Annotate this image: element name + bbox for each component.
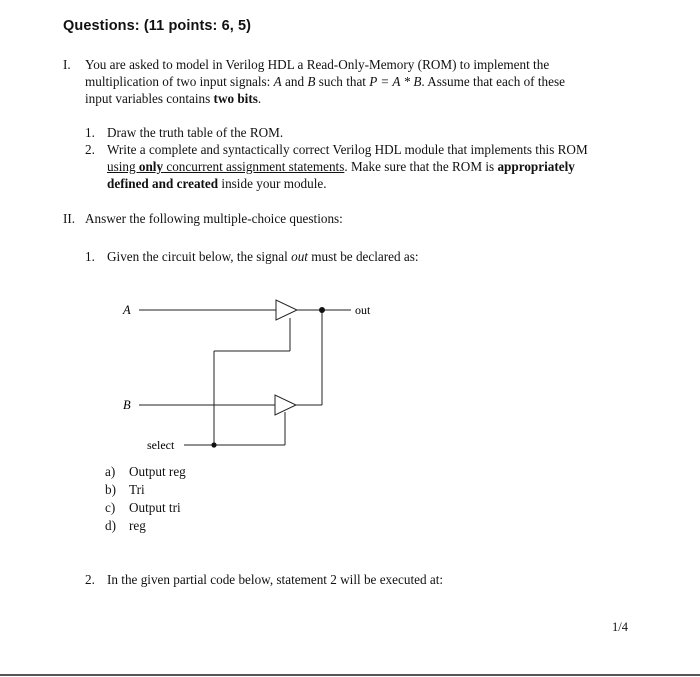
top-buffer-icon (276, 300, 297, 320)
subitem-2-line-3: defined and created inside your module. (107, 176, 327, 191)
question-2-text: Answer the following multiple-choice questions: (85, 211, 343, 226)
choice-b: b) Tri (105, 482, 145, 497)
label-select: select (147, 438, 175, 452)
junction-out-dot (319, 307, 325, 313)
choice-a: a) Output reg (105, 464, 186, 479)
mcq-2-number: 2. (85, 572, 95, 587)
label-a: A (123, 303, 131, 317)
label-b: B (123, 398, 131, 412)
question-2-numeral: II. (63, 211, 76, 226)
question-1-line-2: multiplication of two input signals: A and B such that P = A * B. Assume that each of these (85, 74, 565, 89)
question-1-line-3: input variables contains two bits. (85, 91, 262, 106)
choice-c: c) Output tri (105, 500, 181, 515)
page-bottom-rule (0, 674, 700, 676)
mcq-2-question: In the given partial code below, statement 2 will be executed at: (107, 572, 444, 587)
mcq-1-question: Given the circuit below, the signal out must be declared as: (107, 249, 419, 264)
mcq-1-number: 1. (85, 249, 95, 264)
subitem-2-line-1: Write a complete and syntactically correct Verilog HDL module that implements this ROM (107, 142, 588, 157)
subitem-1-text: Draw the truth table of the ROM. (107, 125, 284, 140)
label-out: out (355, 303, 371, 317)
question-1-numeral: I. (63, 57, 71, 72)
question-1-line-1: You are asked to model in Verilog HDL a Read-Only-Memory (ROM) to implement the (85, 57, 550, 72)
subitem-2-line-2: using only concurrent assignment statements. Make sure that the ROM is appropriately (107, 159, 575, 174)
section-heading: Questions: (11 points: 6, 5) (63, 18, 252, 34)
page-number: 1/4 (612, 620, 628, 634)
choice-d: d) reg (105, 518, 146, 533)
subitem-1-number: 1. (85, 125, 95, 140)
junction-select-dot (211, 442, 216, 447)
subitem-2-number: 2. (85, 142, 95, 157)
